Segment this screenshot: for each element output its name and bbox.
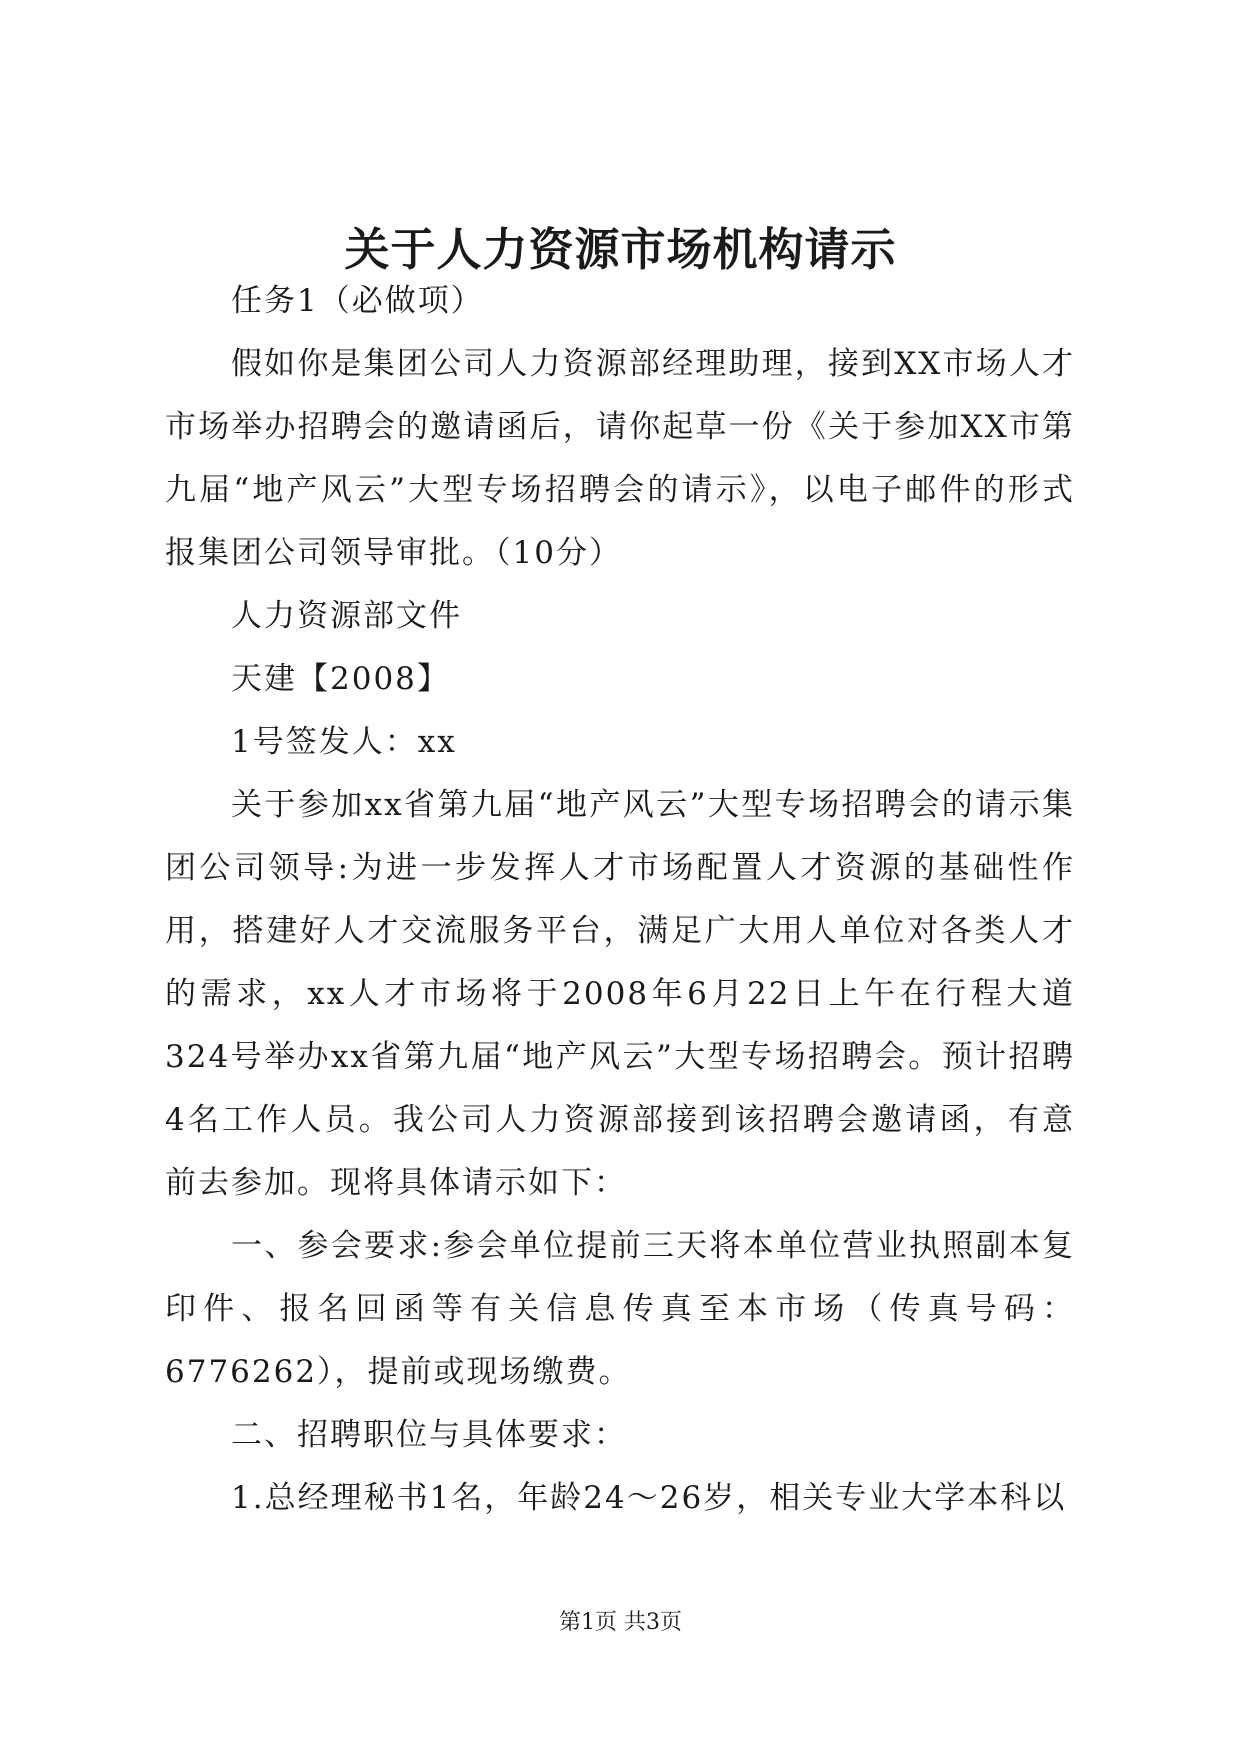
document-title: 关于人力资源市场机构请示 (344, 223, 897, 276)
paragraph-position-one: 1.总经理秘书1名，年龄24～26岁，相关专业大学本科以 (231, 1480, 1067, 1516)
page-footer: 第1页 共3页 (559, 1610, 682, 1635)
paragraph-request-body: 关于参加xx省第九届“地产风云”大型专场招聘会的请示集团公司领导:为进一步发挥人才市场配置人才资源的基础性作用，搭建好人才交流服务平台，满足广大用人单位对各类人才的需求，xx人才市场将于2008年6月22日上午在行程大道324号举办xx省第九届“地产风云”大型专场招聘会。预计招聘4名工作人员。我公司人力资源部接到该招聘会邀请函，有意前去参加。现将具体请示如下： (165, 787, 1075, 1201)
paragraph-requirement-one: 一、参会要求:参会单位提前三天将本单位营业执照副本复印件、报名回函等有关信息传真至本市场（传真号码：6776262），提前或现场缴费。 (165, 1228, 1075, 1390)
paragraph-task: 任务1（必做项） (231, 283, 484, 319)
document-body (165, 270, 1075, 1530)
paragraph-document-number: 天建【2008】 (231, 661, 450, 697)
paragraph-issuer: 1号签发人：xx (231, 724, 457, 760)
paragraph-scenario: 假如你是集团公司人力资源部经理助理，接到XX市场人才市场举办招聘会的邀请函后，请你起草一份《关于参加XX市第九届“地产风云”大型专场招聘会的请示》，以电子邮件的形式报集团公司领导审批。（10分） (165, 346, 1075, 571)
paragraph-requirement-two: 二、招聘职位与具体要求： (231, 1417, 627, 1453)
paragraph-department-file: 人力资源部文件 (231, 598, 462, 634)
